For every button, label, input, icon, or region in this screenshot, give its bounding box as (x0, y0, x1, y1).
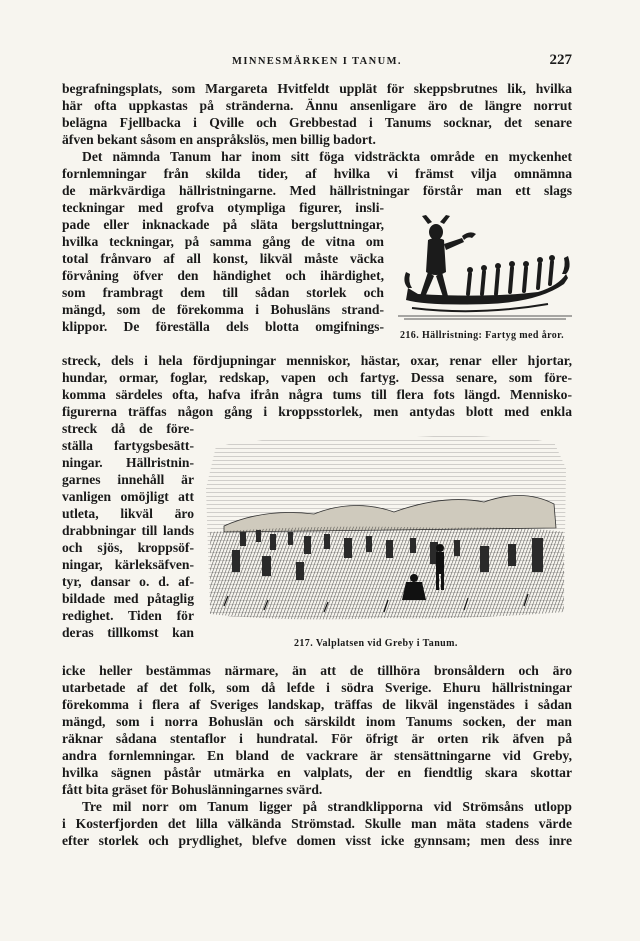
text-line: ställa fartygsbesätt- (62, 438, 194, 453)
text-line: förekomma i flera af Sveriges landskap, träffas de likväl ingenstädes i sådan (62, 697, 572, 712)
text-line: drabbningar till lands (62, 523, 194, 538)
text-line: hvilka sägnen påstår utmärka en valplats, der en fiendtlig skara skottar (62, 765, 572, 780)
figure-217-caption: 217. Valplatsen vid Greby i Tanum. (294, 638, 458, 649)
page-number: 227 (549, 52, 572, 68)
text-line: icke heller bestämmas närmare, än att de tillhöra bronsåldern och äro (62, 663, 572, 678)
text-line: här ofta uppkastas på stränderna. Ännu ansenligare äro de längre norrut (62, 98, 572, 113)
text-line: hundar, ormar, foglar, redskap, vapen och fartyg. Dessa senare, som före- (62, 370, 572, 385)
text-line: andra fornlemningar. En bland de vackrare är stensättningarne vid Greby, (62, 748, 572, 763)
text-line: Tre mil norr om Tanum ligger på strandklipporna vid Strömsåns utlopp (82, 799, 572, 814)
text-line: som frambragt dem till sådan storlek och (62, 285, 384, 300)
figure-216-caption: 216. Hällristning: Fartyg med åror. (400, 330, 564, 341)
text-line: räknar sådana stentaflor i hundratal. För öfrigt är orten rik äfven på (62, 731, 572, 746)
text-line: garnes innehåll är (62, 472, 194, 487)
text-line: ningar, kärleksäfven- (62, 557, 194, 572)
text-line: fornlemningar från skilda tider, af hvilka vi främst vilja omnämna (62, 166, 572, 181)
figure-valplatsen-greby (204, 428, 570, 624)
rock-carving-ship-image (398, 212, 572, 322)
text-line: utarbetade af det folk, som då lefde i södra Sverige. Ehuru hällristningar (62, 680, 572, 695)
text-line: mängd, som i norra Bohuslän och särskildt inom Tanums socken, der man (62, 714, 572, 729)
text-line: streck då de före- (62, 421, 194, 436)
greby-landscape-engraving (204, 428, 570, 624)
text-line: redighet. Tiden för (62, 608, 194, 623)
text-line: utleta, likväl äro (62, 506, 194, 521)
text-line: mängd, som de förekomma i Bohusläns strand- (62, 302, 384, 317)
text-line: förvåning öfver den händighet och ihärdighet, (62, 268, 384, 283)
text-line: figurerna träffas någon gång i kroppsstorlek, men antydas blott med enkla (62, 404, 572, 419)
text-line: klippor. De föreställa dels blotta omgifnings- (62, 319, 384, 334)
text-line: komma särdeles ofta, hafva ifrån några tums till flera fots längd. Mennisko- (62, 387, 572, 402)
text-line: pade eller inknackade på släta bergsluttningar, (62, 217, 384, 232)
header-title: MINNESMÄRKEN I TANUM. (232, 56, 402, 67)
text-line: vanligen omöjligt att (62, 489, 194, 504)
text-line: Det nämnda Tanum har inom sitt föga vidsträckta område en myckenhet (82, 149, 572, 164)
text-line: fått bita gräset för Bohuslänningarnes svärd. (62, 782, 323, 797)
text-line: streck, dels i hela fördjupningar menniskor, hästar, oxar, renar eller hjortar, (62, 353, 572, 368)
running-header (62, 52, 572, 72)
text-line: teckningar med grofva otympliga figurer, insli- (62, 200, 384, 215)
text-line: och sjös, kroppsöf- (62, 540, 194, 555)
text-line: efter storlek och prydlighet, blefve domen visst icke gynnsam; men dess inre (62, 833, 572, 848)
figure-rock-carving-ship (398, 212, 572, 322)
text-line: begrafningsplats, som Margareta Hvitfeldt upplät för skeppsbrutnes lik, hvilka (62, 81, 572, 96)
text-line: total frånvaro af all konst, likväl måste väcka (62, 251, 384, 266)
text-line: tyr, dansar o. d. af- (62, 574, 194, 589)
text-line: hvilka teckningar, på samma gång de vitna om (62, 234, 384, 249)
text-line: äfven bekant såsom en anspråkslös, men billig badort. (62, 132, 376, 147)
text-line: ningar. Hällristnin- (62, 455, 194, 470)
text-line: belägna Fjellbacka i Qville och Grebbestad i Tanums socknar, det senare (62, 115, 572, 130)
text-line: deras tillkomst kan (62, 625, 194, 640)
text-line: de märkvärdiga hällristningarne. Med hällristningar förstår man ett slags (62, 183, 572, 198)
text-line: bildade med påtaglig (62, 591, 194, 606)
text-line: i Kosterfjorden det lilla välkända Strömstad. Skulle man mäta stadens värde (62, 816, 572, 831)
